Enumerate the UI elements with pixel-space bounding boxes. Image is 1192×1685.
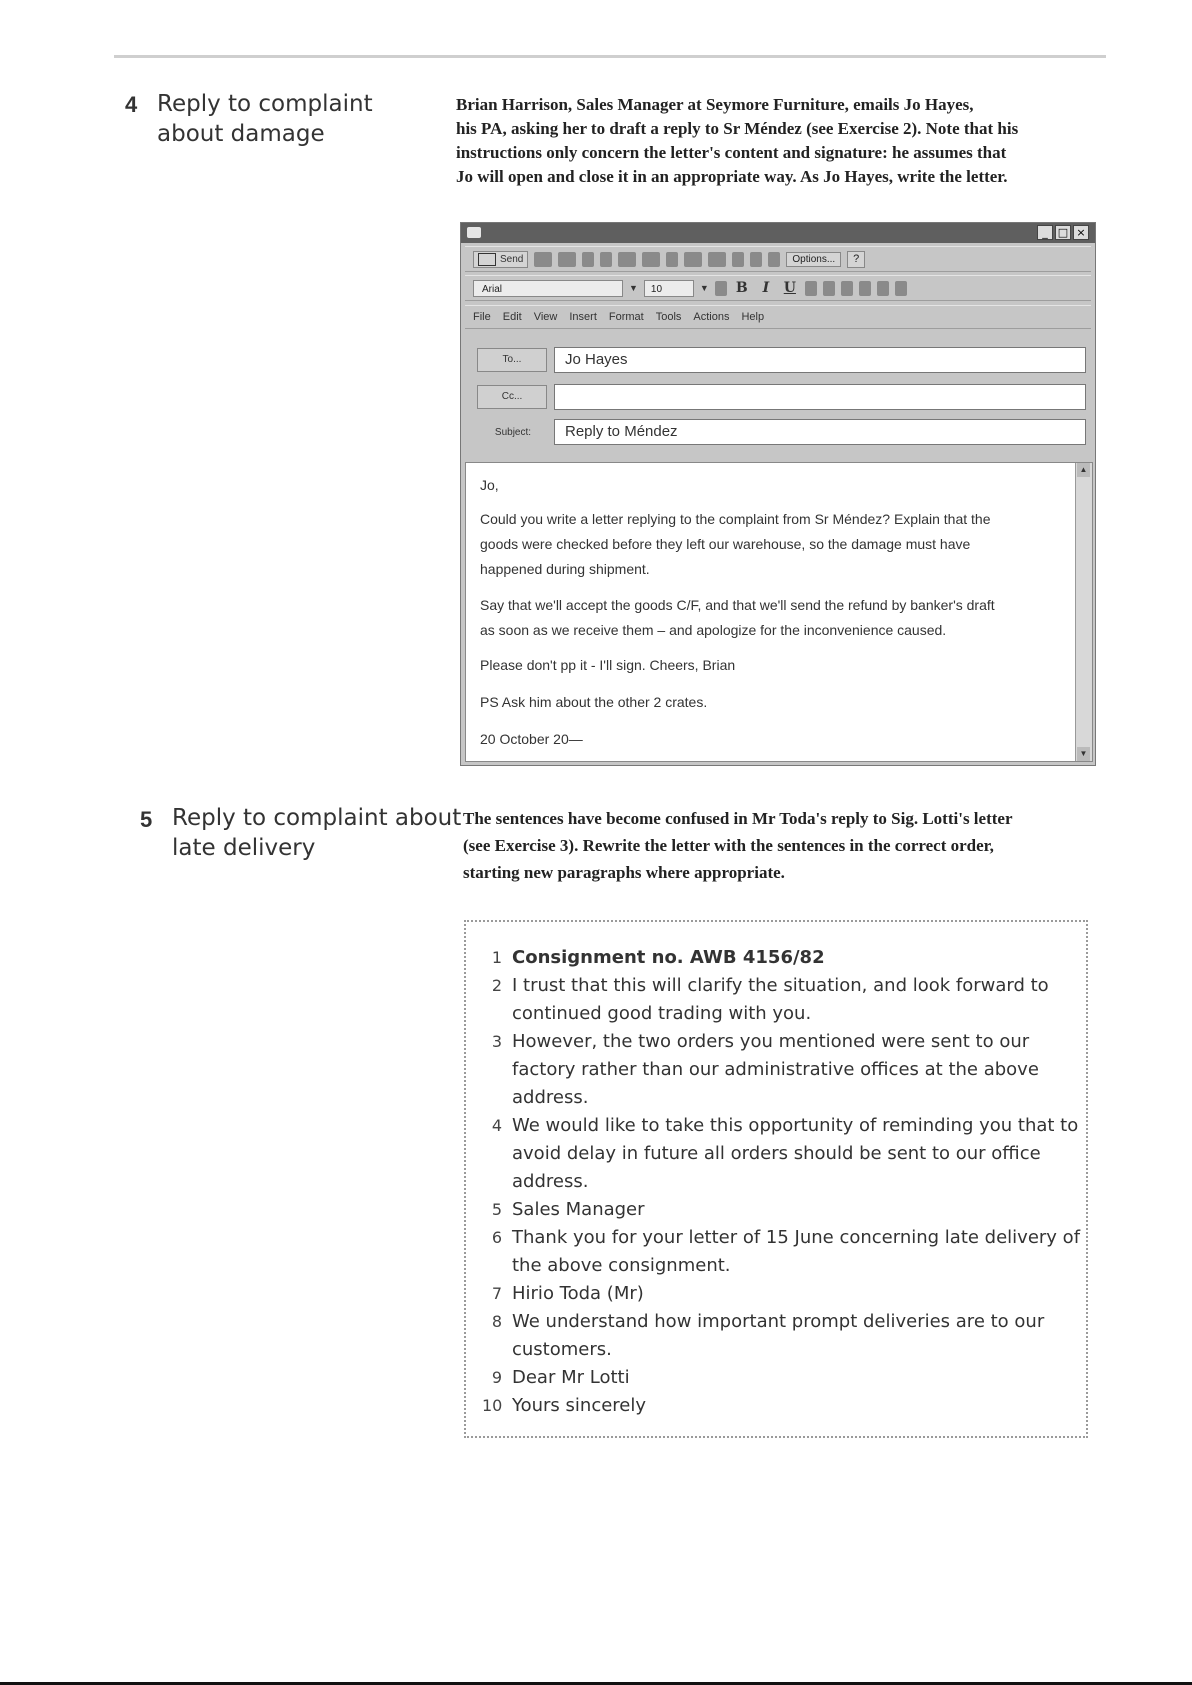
- item-line: factory rather than our administrative offices at the above: [512, 1059, 1039, 1080]
- message-ps: PS Ask him about the other 2 crates.: [480, 694, 708, 710]
- vertical-scrollbar[interactable]: [1075, 463, 1092, 761]
- message-paragraph: [480, 507, 990, 582]
- italic-button[interactable]: I: [762, 280, 770, 296]
- paste-icon[interactable]: [618, 252, 636, 267]
- item-number: 3: [491, 1032, 502, 1051]
- scroll-up-icon[interactable]: ▲: [1077, 463, 1090, 477]
- exercise-5-title-line: late delivery: [172, 835, 316, 861]
- item-line: However, the two orders you mentioned were sent to our: [512, 1031, 1030, 1052]
- save-icon[interactable]: [534, 252, 552, 267]
- item-line: avoid delay in future all orders should be sent to our office: [512, 1143, 1041, 1164]
- check-names-icon[interactable]: [708, 252, 726, 267]
- close-button[interactable]: ×: [1073, 225, 1089, 240]
- align-left-icon[interactable]: [805, 281, 817, 296]
- exercise-4-title-line: about damage: [157, 121, 325, 147]
- instruction-line: instructions only concern the letter's content and signature: he assumes that: [456, 143, 1007, 162]
- item-number: 10: [482, 1396, 503, 1415]
- menu-bar: [465, 305, 1091, 329]
- cc-field[interactable]: [554, 384, 1086, 410]
- subject-label: Subject:: [494, 427, 532, 438]
- subject-field[interactable]: Reply to Méndez: [554, 419, 1086, 445]
- font-color-icon[interactable]: [715, 281, 727, 296]
- instruction-line: starting new paragraphs where appropriate.: [463, 863, 785, 882]
- item-line: Thank you for your letter of 15 June concerning late delivery of: [512, 1227, 1081, 1248]
- top-rule: [114, 55, 1106, 58]
- cc-button[interactable]: Cc...: [477, 385, 547, 409]
- menu-insert[interactable]: Insert: [569, 311, 597, 323]
- item-line: the above consignment.: [512, 1255, 731, 1276]
- exercise-4-title: [157, 89, 373, 149]
- decrease-indent-icon[interactable]: [877, 281, 889, 296]
- item-number: 1: [491, 948, 502, 967]
- message-date: 20 October 20—: [480, 731, 583, 747]
- low-importance-icon[interactable]: [750, 252, 762, 267]
- item-line: Dear Mr Lotti: [512, 1367, 630, 1388]
- high-importance-icon[interactable]: [732, 252, 744, 267]
- item-line: address.: [512, 1171, 589, 1192]
- copy-icon[interactable]: [600, 252, 612, 267]
- item-line: Hirio Toda (Mr): [512, 1283, 644, 1304]
- chevron-down-icon[interactable]: ▼: [629, 283, 638, 293]
- increase-indent-icon[interactable]: [895, 281, 907, 296]
- message-signoff: Please don't pp it - I'll sign. Cheers, Brian: [480, 657, 736, 673]
- message-line: Say that we'll accept the goods C/F, and that we'll send the refund by banker's draft: [480, 597, 995, 613]
- address-book-icon[interactable]: [684, 252, 702, 267]
- to-field[interactable]: Jo Hayes: [554, 347, 1086, 373]
- envelope-icon: [478, 253, 496, 266]
- item-number: 5: [491, 1200, 502, 1219]
- instruction-line: his PA, asking her to draft a reply to Sr Méndez (see Exercise 2). Note that his: [456, 119, 1019, 138]
- instruction-line: Jo will open and close it in an appropriate way. As Jo Hayes, write the letter.: [456, 167, 1008, 186]
- send-button-label: Send: [500, 253, 524, 265]
- align-center-icon[interactable]: [823, 281, 835, 296]
- underline-button[interactable]: U: [783, 280, 796, 296]
- item-number: 9: [491, 1368, 502, 1387]
- menu-actions[interactable]: Actions: [693, 311, 730, 323]
- item-line: Yours sincerely: [512, 1395, 647, 1416]
- formatting-toolbar: [465, 275, 1091, 301]
- item-number: 2: [491, 976, 502, 995]
- email-window: [460, 222, 1096, 766]
- item-line: Sales Manager: [512, 1199, 645, 1220]
- item-line: Consignment no. AWB 4156/82: [512, 947, 825, 968]
- help-button[interactable]: ?: [847, 251, 865, 268]
- menu-edit[interactable]: Edit: [502, 311, 522, 323]
- font-select[interactable]: [473, 280, 623, 297]
- font-size-value: 10: [650, 283, 663, 295]
- flag-icon[interactable]: [768, 252, 780, 267]
- attach-file-icon[interactable]: [642, 252, 660, 267]
- instruction-line: (see Exercise 3). Rewrite the letter with the sentences in the correct order,: [463, 836, 994, 855]
- options-button[interactable]: Options...: [786, 252, 841, 267]
- item-number: 6: [491, 1228, 502, 1247]
- item-line: We would like to take this opportunity of reminding you that to: [512, 1115, 1079, 1136]
- menu-help[interactable]: Help: [741, 311, 765, 323]
- message-line: Could you write a letter replying to the complaint from Sr Méndez? Explain that the: [480, 511, 991, 527]
- to-button[interactable]: To...: [477, 348, 547, 372]
- menu-format[interactable]: Format: [608, 311, 644, 323]
- menu-file[interactable]: File: [473, 311, 491, 323]
- print-icon[interactable]: [558, 252, 576, 267]
- exercise-5-title: [172, 803, 461, 863]
- send-button[interactable]: [473, 251, 528, 268]
- sentence-list-box: [464, 920, 1088, 1438]
- exercise-5-instructions: [463, 805, 1013, 886]
- message-line: goods were checked before they left our warehouse, so the damage must have: [480, 536, 971, 552]
- exercise-4-number: 4: [125, 92, 138, 117]
- minimize-button[interactable]: _: [1037, 225, 1053, 240]
- standard-toolbar: [465, 246, 1091, 272]
- menu-tools[interactable]: Tools: [655, 311, 682, 323]
- message-line: as soon as we receive them – and apologize for the inconvenience caused.: [480, 622, 947, 638]
- exercise-5-number: 5: [140, 807, 153, 832]
- paperclip-icon[interactable]: [666, 252, 678, 267]
- greeting: Jo,: [480, 477, 499, 493]
- align-right-icon[interactable]: [841, 281, 853, 296]
- instruction-line: Brian Harrison, Sales Manager at Seymore Furniture, emails Jo Hayes,: [456, 95, 974, 114]
- exercise-4-instructions: [456, 93, 1018, 189]
- message-line: happened during shipment.: [480, 561, 650, 577]
- exercise-5-title-line: Reply to complaint about: [172, 805, 462, 831]
- item-number: 8: [491, 1312, 502, 1331]
- message-body[interactable]: [465, 462, 1093, 762]
- mail-app-icon: [467, 227, 481, 238]
- menu-view[interactable]: View: [533, 311, 558, 323]
- item-number: 7: [491, 1284, 502, 1303]
- exercise-4-title-line: Reply to complaint: [157, 91, 373, 117]
- item-line: I trust that this will clarify the situation, and look forward to: [512, 975, 1049, 996]
- cut-icon[interactable]: [582, 252, 594, 267]
- item-line: customers.: [512, 1339, 612, 1360]
- window-titlebar: [461, 223, 1095, 243]
- item-line: continued good trading with you.: [512, 1003, 812, 1024]
- instruction-line: The sentences have become confused in Mr Toda's reply to Sig. Lotti's letter: [463, 809, 1013, 828]
- bold-button[interactable]: B: [735, 280, 748, 296]
- scroll-down-icon[interactable]: ▼: [1077, 747, 1090, 761]
- chevron-down-icon[interactable]: ▼: [699, 283, 709, 293]
- item-line: We understand how important prompt deliveries are to our: [512, 1311, 1045, 1332]
- maximize-button[interactable]: □: [1055, 225, 1071, 240]
- font-size-select[interactable]: [644, 280, 694, 297]
- message-paragraph: [480, 593, 995, 643]
- item-number: 4: [491, 1116, 502, 1135]
- font-select-value: Arial: [482, 283, 503, 295]
- item-line: address.: [512, 1087, 589, 1108]
- bullets-icon[interactable]: [859, 281, 871, 296]
